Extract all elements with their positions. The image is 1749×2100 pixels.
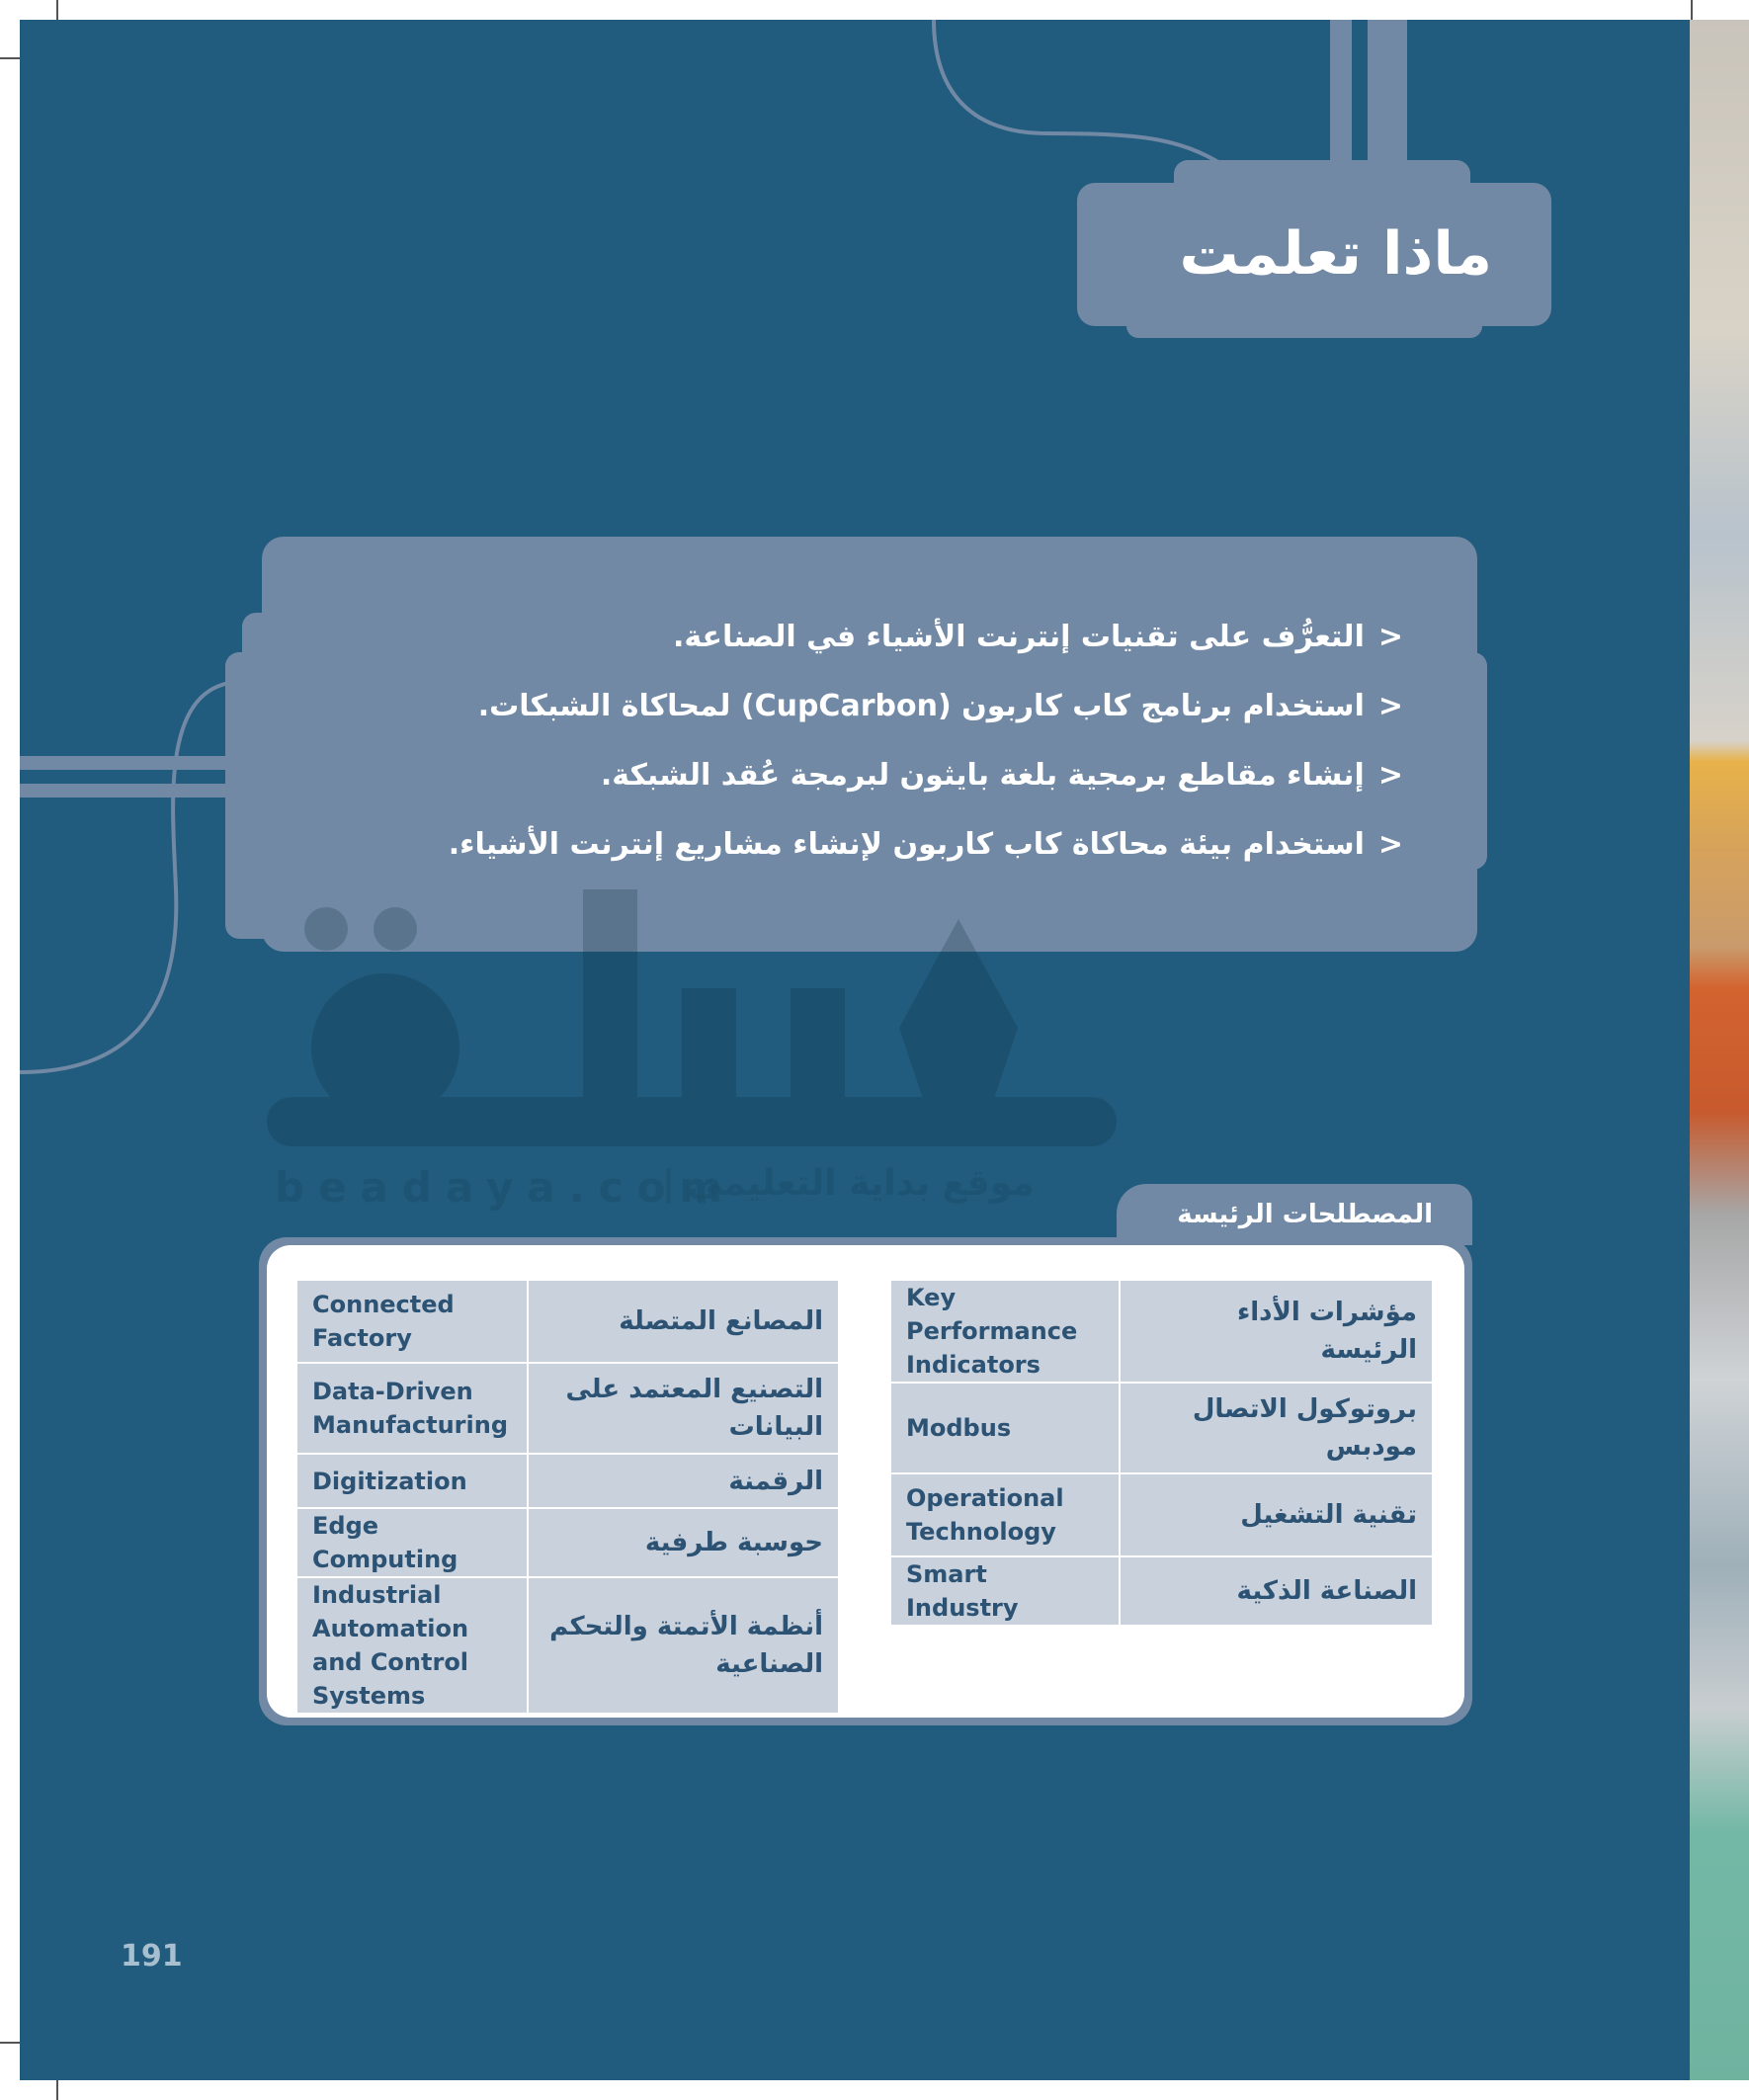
- objectives-list: [425, 603, 1403, 880]
- table-row: [296, 1454, 839, 1508]
- term-arabic: بروتوكول الاتصال مودبس: [1120, 1383, 1433, 1473]
- term-arabic: تقنية التشغيل: [1120, 1473, 1433, 1556]
- key-terms-left-table: [295, 1279, 840, 1715]
- table-row: [296, 1280, 839, 1363]
- bullet-arrow: <: [1377, 758, 1403, 793]
- term-english: Digitization: [296, 1454, 528, 1508]
- watermark-site-label: موقع بداية التعليمي |: [662, 1163, 1035, 1204]
- term-arabic: الرقمنة: [528, 1454, 839, 1508]
- term-english: Industrial Automation and Control Systems: [296, 1577, 528, 1714]
- term-english: Connected Factory: [296, 1280, 528, 1363]
- watermark-domain: beadaya.com: [275, 1163, 737, 1212]
- term-arabic: التصنيع المعتمد على البيانات: [528, 1363, 839, 1454]
- term-english: Modbus: [890, 1383, 1120, 1473]
- objective-text: استخدام بيئة محاكاة كاب كاربون لإنشاء مشاريع إنترنت الأشياء.: [448, 827, 1365, 862]
- term-english: Key Performance Indicators: [890, 1280, 1120, 1383]
- table-row: [296, 1363, 839, 1454]
- term-arabic: الصناعة الذكية: [1120, 1556, 1433, 1626]
- table-row: [890, 1556, 1433, 1626]
- term-arabic: المصانع المتصلة: [528, 1280, 839, 1363]
- bullet-arrow: <: [1377, 689, 1403, 723]
- bullet-arrow: <: [1377, 827, 1403, 862]
- objective-text: إنشاء مقاطع برمجية بلغة بايثون لبرمجة عُقد الشبكة.: [600, 758, 1365, 793]
- page-number: 191: [121, 1939, 183, 1974]
- watermark-logo: [267, 870, 1136, 1196]
- table-row: [296, 1577, 839, 1714]
- term-english: Operational Technology: [890, 1473, 1120, 1556]
- objective-text: التعرُّف على تقنيات إنترنت الأشياء في الصناعة.: [672, 620, 1365, 654]
- term-english: Edge Computing: [296, 1508, 528, 1577]
- term-arabic: مؤشرات الأداء الرئيسة: [1120, 1280, 1433, 1383]
- key-terms-heading: المصطلحات الرئيسة: [1177, 1200, 1433, 1229]
- objective-item: [425, 672, 1403, 741]
- objective-item: [425, 741, 1403, 810]
- table-row: [890, 1473, 1433, 1556]
- term-arabic: حوسبة طرفية: [528, 1508, 839, 1577]
- key-terms-right-table: [889, 1279, 1434, 1627]
- objective-item: [425, 603, 1403, 672]
- bullet-arrow: <: [1377, 620, 1403, 654]
- objective-text: استخدام برنامج كاب كاربون (CupCarbon) لمحاكاة الشبكات.: [477, 689, 1365, 723]
- term-arabic: أنظمة الأتمتة والتحكم الصناعية: [528, 1577, 839, 1714]
- table-row: [296, 1508, 839, 1577]
- page-title: ماذا تعلمت: [1179, 219, 1492, 289]
- term-english: Smart Industry: [890, 1556, 1120, 1626]
- table-row: [890, 1280, 1433, 1383]
- term-english: Data-Driven Manufacturing: [296, 1363, 528, 1454]
- table-row: [890, 1383, 1433, 1473]
